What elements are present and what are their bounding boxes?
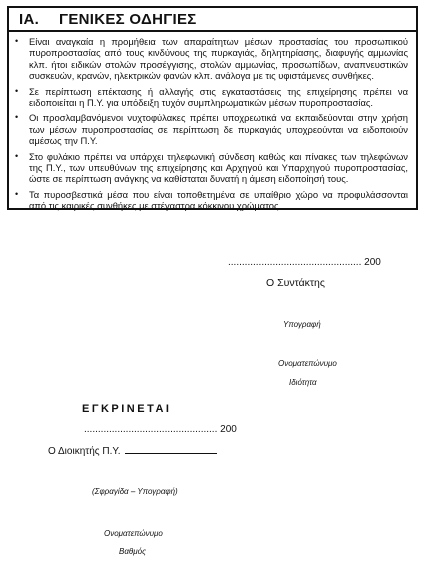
compiler-name-label: Ονοματεπώνυμο bbox=[278, 359, 337, 368]
bullet-icon: • bbox=[15, 188, 19, 199]
approval-rank-label: Βαθμός bbox=[119, 547, 146, 556]
list-item-text: Είναι αναγκαία η προμήθεια των απαραίτητων μέσων προστασίας του προσωπικού πυροπροστασίας από τους κινδύνους της πυρκαγιάς, δηλητηρίασης, διαφυγής αμμωνίας κλπ. ήτοι ειδικών στολών προσέγγισης, στολών αμμωνίας, προσωπίδων, αναπνευστικών συσκευών, κρανών, ηλεκτρικών φανών κλπ. ανάλογα με τις υφιστάμενες συνθήκες. bbox=[29, 36, 408, 82]
compiler-capacity-label: Ιδιότητα bbox=[289, 378, 317, 387]
bullet-icon: • bbox=[15, 85, 19, 96]
list-item bbox=[15, 36, 408, 82]
section-number: ΙΑ. bbox=[19, 10, 40, 28]
list-item bbox=[15, 112, 408, 146]
instructions-list bbox=[9, 32, 416, 212]
list-item-text: Οι προσλαμβανόμενοι νυχτοφύλακες πρέπει υποχρεωτικά να εκπαιδεύονται στην χρήση των μέσων πυροπροστασίας σε περίπτωση δε πυρκαγιάς υποχρεούνται να ειδοποιούν αμέσως την Π.Υ. bbox=[29, 112, 408, 147]
approval-name-label: Ονοματεπώνυμο bbox=[104, 529, 163, 538]
compiler-role: Ο Συντάκτης bbox=[266, 277, 325, 289]
general-instructions-section bbox=[7, 6, 418, 210]
commander-signature-field[interactable] bbox=[125, 443, 217, 454]
bullet-icon: • bbox=[15, 36, 19, 46]
approval-date-line: ................................................ 200 bbox=[84, 424, 237, 435]
compiler-date-line: ................................................ 200 bbox=[228, 257, 381, 268]
list-item bbox=[15, 189, 408, 212]
section-header bbox=[9, 8, 416, 32]
commander-label: Ο Διοικητής Π.Υ. bbox=[48, 446, 121, 457]
approval-title: ΕΓΚΡΙΝΕΤΑΙ bbox=[82, 403, 172, 415]
commander-line bbox=[48, 443, 217, 457]
bullet-icon: • bbox=[15, 150, 19, 161]
list-item-text: Σε περίπτωση επέκτασης ή αλλαγής στις εγκαταστάσεις της επιχείρησης πρέπει να ειδοποιείται η Π.Υ. για υπόδειξη τυχόν συμπληρωματικών μέσων πυροπροστασίας. bbox=[29, 85, 408, 109]
bullet-icon: • bbox=[15, 112, 19, 123]
list-item-text: Τα πυροσβεστικά μέσα που είναι τοποθετημένα σε υπαίθριο χώρο να προφυλάσσονται από τις καιρικές συνθήκες με στέγαστρα κόκκινου χρώματος. bbox=[29, 188, 408, 212]
list-item bbox=[15, 151, 408, 185]
section-title: ΓΕΝΙΚΕΣ ΟΔΗΓΙΕΣ bbox=[59, 10, 197, 28]
list-item bbox=[15, 86, 408, 109]
compiler-signature-label: Υπογραφή bbox=[283, 320, 321, 329]
stamp-signature-label: (Σφραγίδα – Υπογραφή) bbox=[92, 487, 178, 496]
list-item-text: Στο φυλάκιο πρέπει να υπάρχει τηλεφωνική σύνδεση καθώς και πίνακες των τηλεφώνων της Π.Υ., των υπευθύνων της επιχείρησης και Αρχηγού και Υπαρχηγού πυροπροστασίας, ώστε σε περίπτωση ανάγκης να καθίσταται δυνατή η άμεση ειδοποίησή τους. bbox=[29, 150, 408, 185]
